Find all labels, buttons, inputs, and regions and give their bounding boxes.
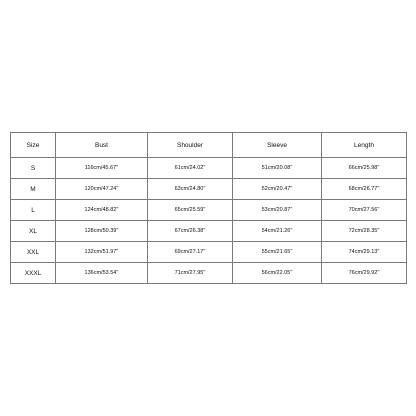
size-cell: XXL [11, 242, 56, 263]
size-cell: XXXL [11, 263, 56, 284]
length-cell: 68cm/26.77'' [322, 179, 407, 200]
table-row [11, 158, 407, 179]
shoulder-cell: 71cm/27.95'' [148, 263, 233, 284]
sleeve-cell: 54cm/21.26'' [233, 221, 322, 242]
bust-cell: 128cm/50.39'' [56, 221, 148, 242]
header-row [11, 133, 407, 158]
length-cell: 76cm/29.92'' [322, 263, 407, 284]
bust-cell: 136cm/53.54'' [56, 263, 148, 284]
size-cell: S [11, 158, 56, 179]
header-size: Size [11, 133, 56, 158]
size-cell: L [11, 200, 56, 221]
shoulder-cell: 67cm/26.38'' [148, 221, 233, 242]
size-cell: M [11, 179, 56, 200]
size-cell: XL [11, 221, 56, 242]
bust-cell: 120cm/47.24'' [56, 179, 148, 200]
shoulder-cell: 63cm/24.80'' [148, 179, 233, 200]
table-row [11, 200, 407, 221]
header-shoulder: Shoulder [148, 133, 233, 158]
bust-cell: 132cm/51.97'' [56, 242, 148, 263]
table-row [11, 179, 407, 200]
sleeve-cell: 51cm/20.08'' [233, 158, 322, 179]
bust-cell: 116cm/45.67'' [56, 158, 148, 179]
length-cell: 66cm/25.98'' [322, 158, 407, 179]
shoulder-cell: 61cm/24.02'' [148, 158, 233, 179]
header-bust: Bust [56, 133, 148, 158]
table-row [11, 221, 407, 242]
bust-cell: 124cm/48.82'' [56, 200, 148, 221]
sleeve-cell: 55cm/21.65'' [233, 242, 322, 263]
length-cell: 72cm/28.35'' [322, 221, 407, 242]
header-sleeve: Sleeve [233, 133, 322, 158]
sleeve-cell: 56cm/22.05'' [233, 263, 322, 284]
length-cell: 70cm/27.56'' [322, 200, 407, 221]
length-cell: 74cm/29.13'' [322, 242, 407, 263]
header-length: Length [322, 133, 407, 158]
shoulder-cell: 69cm/27.17'' [148, 242, 233, 263]
sleeve-cell: 52cm/20.47'' [233, 179, 322, 200]
size-chart-table [10, 132, 407, 284]
sleeve-cell: 53cm/20.87'' [233, 200, 322, 221]
shoulder-cell: 65cm/25.59'' [148, 200, 233, 221]
table-row [11, 242, 407, 263]
table-row [11, 263, 407, 284]
